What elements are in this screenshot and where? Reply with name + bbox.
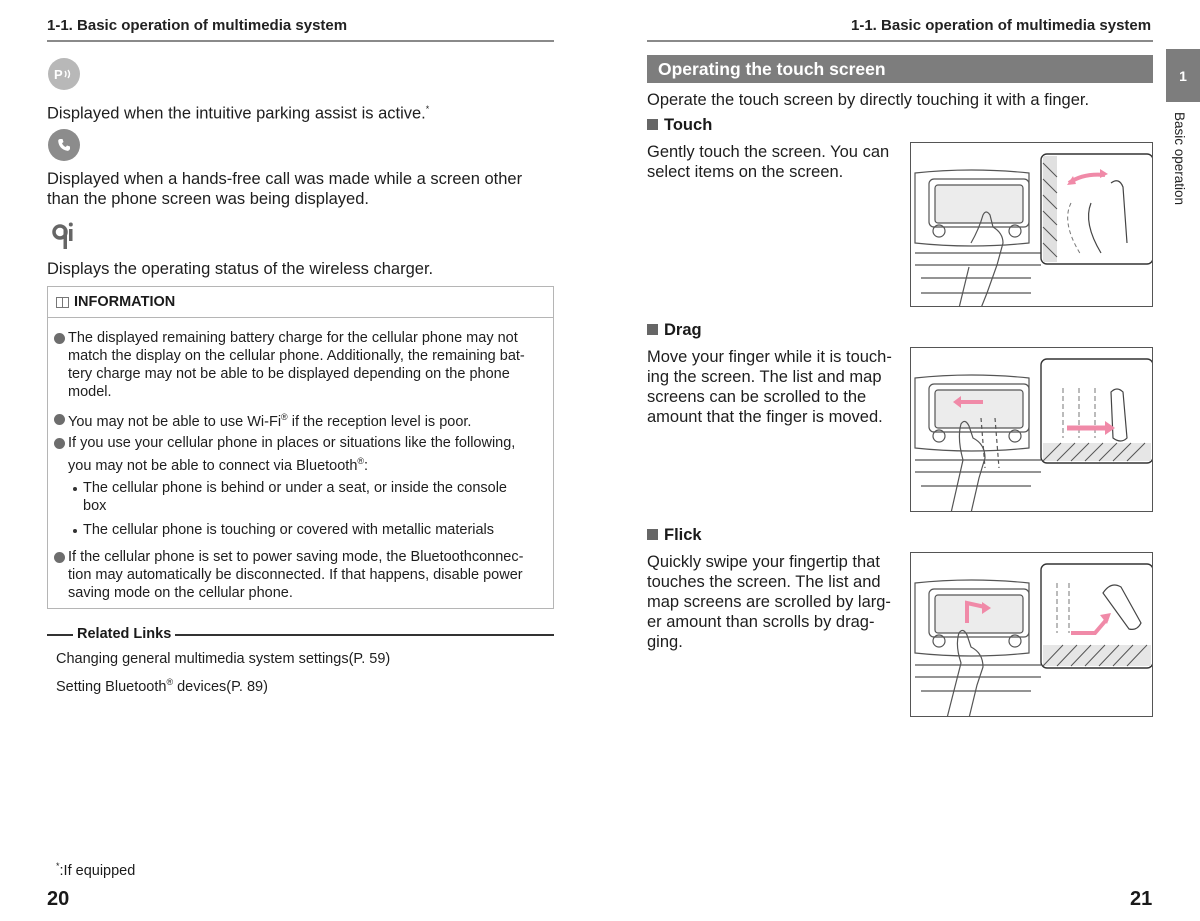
wireless-charger-description: Displays the operating status of the wireless charger. — [47, 260, 434, 278]
info-bullet-text: : — [364, 457, 369, 474]
right-header-rule — [647, 40, 1153, 42]
info-bullet-battery — [68, 329, 525, 401]
info-bullet-bluetooth — [68, 434, 515, 475]
drag-line: Move your finger while it is touch- — [647, 348, 892, 366]
chapter-tab-number: 1 — [1179, 67, 1187, 84]
registered-mark: ® — [166, 677, 174, 687]
flick-line: touches the screen. The list and — [647, 573, 881, 591]
equipped-mark: * — [425, 104, 430, 114]
touch-line: Gently touch the screen. You can — [647, 143, 890, 161]
left-page-number: 20 — [47, 888, 70, 910]
flick-illustration — [910, 552, 1153, 717]
flick-line: ging. — [647, 633, 683, 651]
related-link-text: Setting Bluetooth — [56, 678, 167, 695]
info-bullet-line: The cellular phone is behind or under a seat, or inside the console — [83, 480, 507, 496]
info-bullet-power-saving — [68, 548, 523, 602]
info-sub-bullet-metal — [83, 521, 494, 539]
footnote-text: :If equipped — [59, 862, 136, 879]
touch-heading — [647, 116, 712, 135]
info-bullet-line: If you use your cellular phone in places or situations like the following, — [68, 435, 516, 451]
footnote-mark: * — [56, 861, 60, 871]
info-bullet-text: you may not be able to connect via Bluetooth — [68, 457, 358, 474]
info-bullet-line: tion may automatically be disconnected. If that happens, disable power — [68, 567, 523, 583]
related-links-title: Related Links — [73, 626, 175, 642]
flick-heading — [647, 526, 702, 545]
touch-illustration — [910, 142, 1153, 307]
drag-line: ing the screen. The list and map — [647, 368, 882, 386]
phone-call-description — [47, 169, 522, 209]
information-box — [47, 286, 554, 609]
bullet-dot — [54, 552, 65, 563]
phone-call-line-1: Displayed when a hands-free call was made while a screen other — [47, 170, 523, 188]
info-bullet-line: box — [83, 498, 107, 514]
flick-heading-text: Flick — [664, 526, 702, 544]
phone-call-line-2: than the phone screen was being displayed. — [47, 190, 369, 208]
section-intro: Operate the touch screen by directly touching it with a finger. — [647, 91, 1090, 109]
touch-description — [647, 142, 889, 182]
flick-line: er amount than scrolls by drag- — [647, 613, 875, 631]
related-link-settings[interactable]: Changing general multimedia system settings(P. 59) — [56, 651, 391, 667]
related-link-text: devices(P. 89) — [173, 678, 268, 695]
square-bullet-icon — [647, 324, 658, 335]
flick-description — [647, 552, 891, 652]
drag-heading — [647, 321, 702, 340]
parking-assist-letter: P — [54, 67, 63, 82]
information-title — [48, 287, 553, 318]
drag-line: screens can be scrolled to the — [647, 388, 867, 406]
section-title: Operating the touch screen — [658, 58, 886, 79]
right-page-number: 21 — [1130, 888, 1153, 910]
bullet-dot — [54, 414, 65, 425]
left-page-header: 1-1. Basic operation of multimedia system — [47, 17, 348, 34]
parking-assist-text: Displayed when the intuitive parking assist is active. — [47, 104, 426, 123]
info-bullet-wifi — [68, 408, 471, 431]
right-page-header: 1-1. Basic operation of multimedia system — [851, 17, 1152, 34]
information-title-text: INFORMATION — [74, 294, 176, 310]
info-bullet-line: The displayed remaining battery charge for the cellular phone may not — [68, 330, 518, 346]
related-link-bluetooth[interactable] — [56, 677, 268, 695]
book-icon — [56, 297, 69, 308]
drag-description — [647, 347, 892, 427]
square-bullet-icon — [647, 119, 658, 130]
info-bullet-line: The cellular phone is touching or covered with metallic materials — [83, 522, 495, 538]
info-bullet-text: if the reception level is poor. — [287, 413, 472, 430]
touch-line: select items on the screen. — [647, 163, 844, 181]
square-bullet-icon — [647, 529, 658, 540]
registered-mark: ® — [281, 412, 288, 422]
parking-assist-icon — [48, 58, 80, 90]
wireless-charger-icon — [52, 220, 76, 252]
parking-assist-description — [47, 99, 429, 124]
chapter-tab[interactable] — [1166, 49, 1200, 102]
info-bullet-line: saving mode on the cellular phone. — [68, 585, 293, 601]
registered-mark: ® — [357, 456, 365, 466]
flick-line: map screens are scrolled by larg- — [647, 593, 891, 611]
footnote — [56, 861, 135, 879]
drag-heading-text: Drag — [664, 321, 702, 339]
sub-bullet-dot — [73, 529, 77, 533]
drag-line: amount that the finger is moved. — [647, 408, 883, 426]
flick-line: Quickly swipe your fingertip that — [647, 553, 880, 571]
info-bullet-line: model. — [68, 384, 112, 400]
drag-illustration — [910, 347, 1153, 512]
info-bullet-line: tery charge may not be able to be displayed depending on the phone — [68, 366, 510, 382]
info-bullet-text: You may not be able to use Wi-Fi — [68, 413, 282, 430]
info-bullet-line: If the cellular phone is set to power saving mode, the Bluetoothconnec- — [68, 549, 524, 565]
sub-bullet-dot — [73, 487, 77, 491]
touch-heading-text: Touch — [664, 116, 713, 134]
info-sub-bullet-seat — [83, 479, 507, 515]
left-header-rule — [47, 40, 554, 42]
info-bullet-line: match the display on the cellular phone. Additionally, the remaining bat- — [68, 348, 525, 364]
phone-icon — [48, 129, 80, 161]
section-title-bar — [647, 55, 1153, 83]
bullet-dot — [54, 438, 65, 449]
bullet-dot — [54, 333, 65, 344]
chapter-tab-label: Basic operation — [1172, 112, 1187, 206]
